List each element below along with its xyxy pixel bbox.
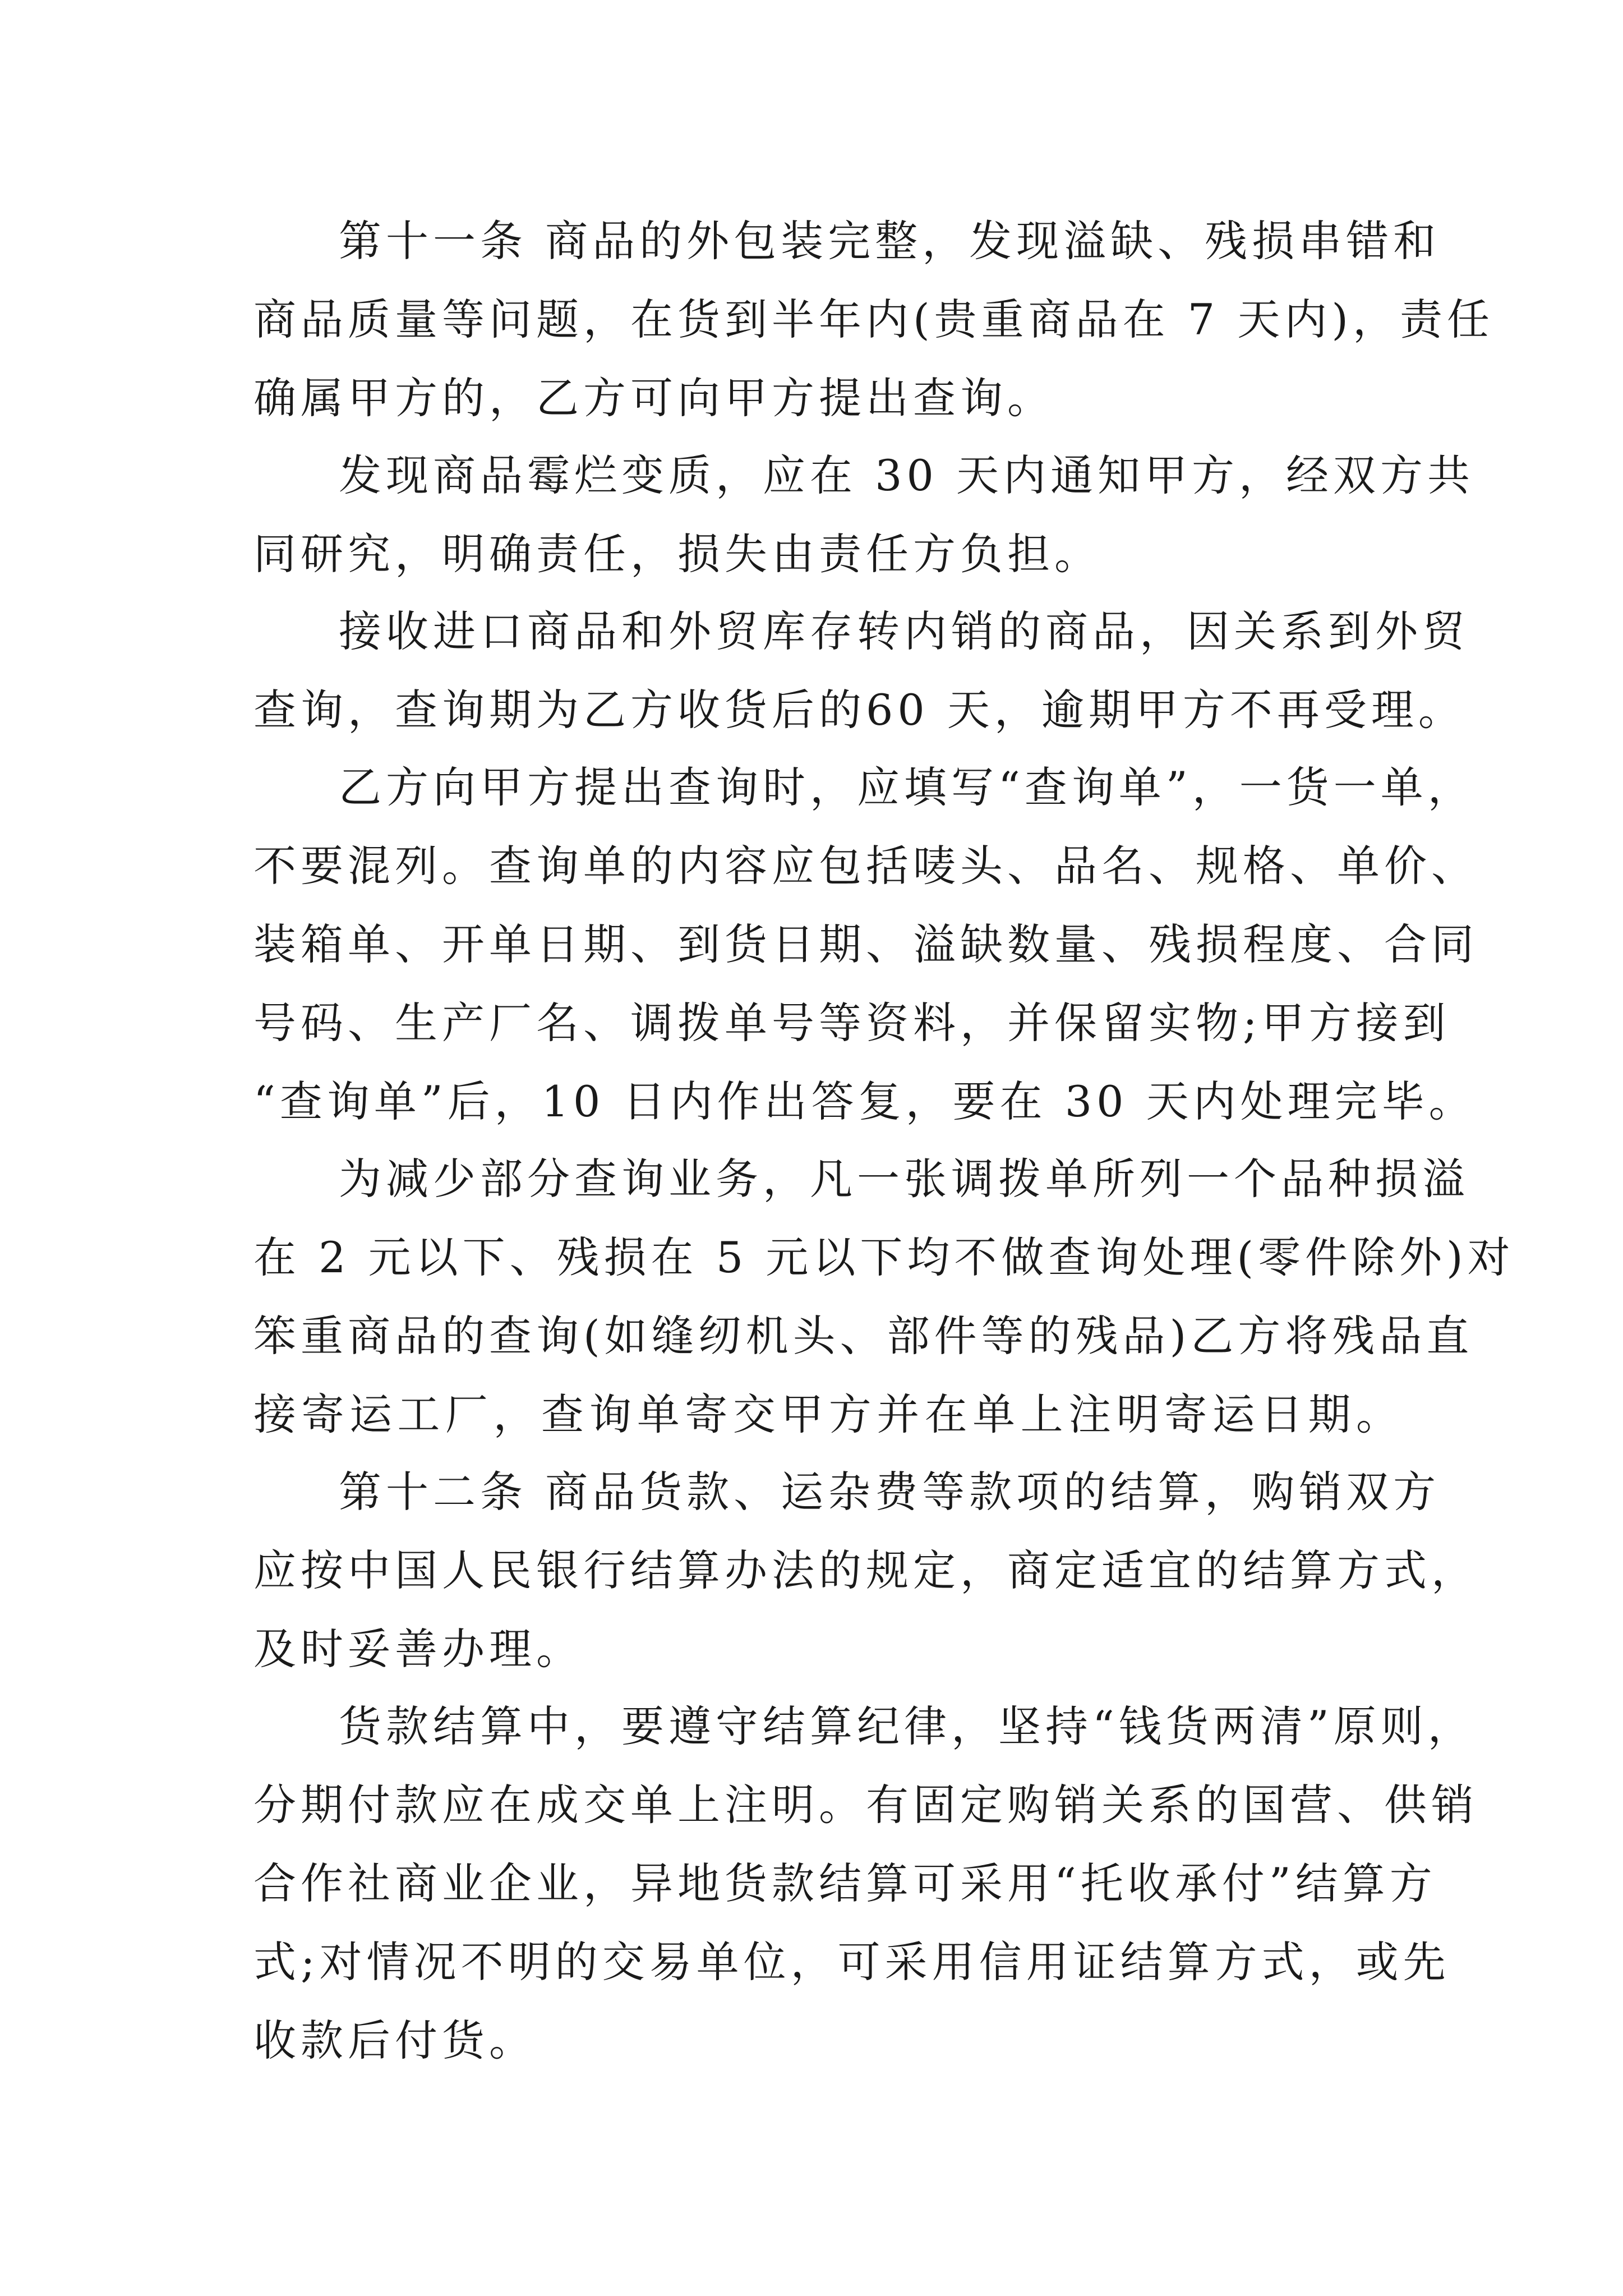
paragraph-line: 应按中国人民银行结算办法的规定，商定适宜的结算方式， — [253, 1545, 1478, 1595]
paragraph-line: 及时妥善办理。 — [253, 1624, 583, 1674]
paragraph-line: 分期付款应在成交单上注明。有固定购销关系的国营、供销 — [253, 1780, 1478, 1830]
paragraph-line: 收款后付货。 — [253, 2016, 536, 2065]
paragraph-line: 合作社商业企业，异地货款结算可采用“托收承付”结算方 — [253, 1858, 1437, 1908]
paragraph-line: 发现商品霉烂变质，应在 30 天内通知甲方，经双方共 — [339, 450, 1475, 500]
paragraph-line: 式;对情况不明的交易单位，可采用信用证结算方式，或先 — [253, 1937, 1450, 1987]
paragraph-line: 不要混列。查询单的内容应包括唛头、品名、规格、单价、 — [253, 841, 1478, 891]
paragraph-line: 第十一条 商品的外包装完整，发现溢缺、残损串错和 — [339, 216, 1441, 266]
paragraph-line: 接寄运工厂，查询单寄交甲方并在单上注明寄运日期。 — [253, 1389, 1403, 1439]
paragraph-line: 货款结算中，要遵守结算纪律，坚持“钱货两清”原则， — [339, 1701, 1475, 1751]
paragraph-line: 查询，查询期为乙方收货后的60 天，逾期甲方不再受理。 — [253, 685, 1465, 735]
paragraph-line: 装箱单、开单日期、到货日期、溢缺数量、残损程度、合同 — [253, 919, 1478, 969]
paragraph-line: 在 2 元以下、残损在 5 元以下均不做查询处理(零件除外)对 — [253, 1232, 1515, 1282]
paragraph-line: 商品质量等问题，在货到半年内(贵重商品在 7 天内)，责任 — [253, 295, 1494, 344]
paragraph-line: 号码、生产厂名、调拨单号等资料，并保留实物;甲方接到 — [253, 998, 1450, 1048]
paragraph-line: 乙方向甲方提出查询时，应填写“查询单”，一货一单， — [339, 762, 1475, 812]
paragraph-line: 接收进口商品和外贸库存转内销的商品，因关系到外贸 — [339, 606, 1469, 656]
paragraph-line: 第十二条 商品货款、运杂费等款项的结算，购销双方 — [339, 1467, 1441, 1517]
paragraph-line: 为减少部分查询业务，凡一张调拨单所列一个品种损溢 — [339, 1154, 1469, 1204]
paragraph-line: “查询单”后，10 日内作出答复，要在 30 天内处理完毕。 — [253, 1076, 1476, 1126]
paragraph-line: 同研究，明确责任，损失由责任方负担。 — [253, 529, 1101, 579]
paragraph-line: 确属甲方的，乙方可向甲方提出查询。 — [253, 373, 1054, 423]
paragraph-line: 笨重商品的查询(如缝纫机头、部件等的残品)乙方将残品直 — [253, 1311, 1474, 1361]
